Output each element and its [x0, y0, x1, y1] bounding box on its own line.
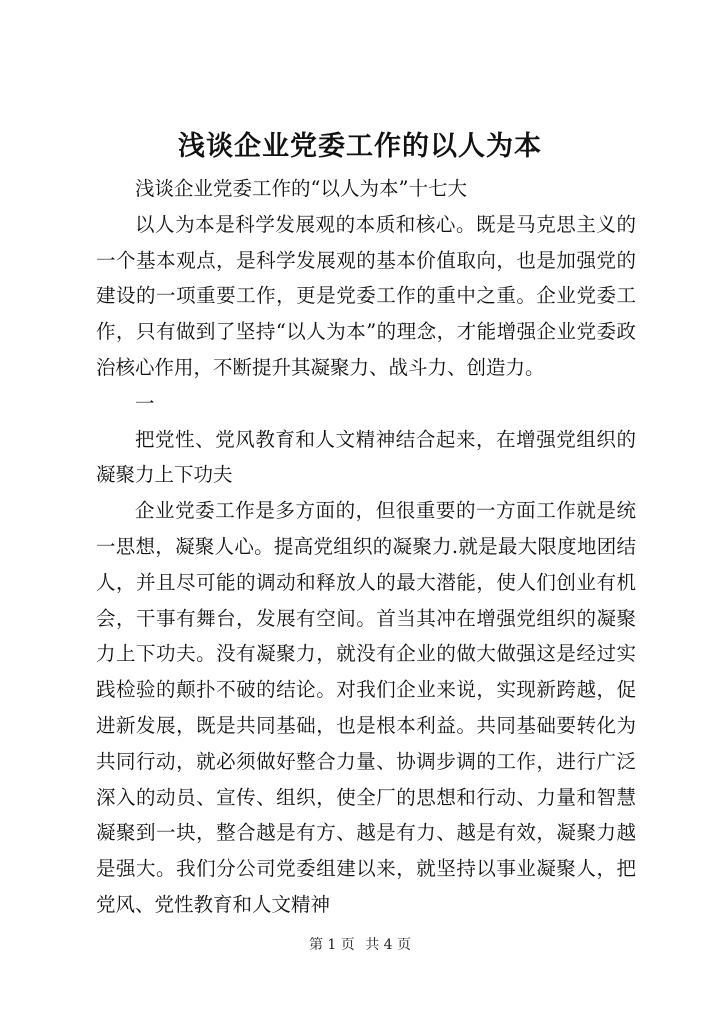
- document-body: [96, 171, 636, 923]
- section-heading: 把党性、党风教育和人文精神结合起来，在增强党组织的凝聚力上下功夫: [96, 427, 636, 487]
- body-paragraph: 企业党委工作是多方面的，但很重要的一方面工作就是统一思想，凝聚人心。提高党组织的凝聚力.就是最大限度地团结人，并且尽可能的调动和释放人的最大潜能，使人们创业有机会，干事有舞台，发展有空间。首当其冲在增强党组织的凝聚力上下功夫。没有凝聚力，就没有企业的做大做强这是经过实践检验的颠扑不破的结论。对我们企业来说，实现新跨越，促进新发展，既是共同基础，也是根本利益。共同基础要转化为共同行动，就必须做好整合力量、协调步调的工作，进行广泛深入的动员、宣传、组织，使全厂的思想和行动、力量和智慧凝聚到一块，整合越是有方、越是有力、越是有效，凝聚力越是强大。我们分公司党委组建以来，就坚持以事业凝聚人，把党风、党性教育和人文精神: [96, 499, 636, 916]
- page-footer: [0, 934, 720, 954]
- body-paragraph: 以人为本是科学发展观的本质和核心。既是马克思主义的一个基本观点，是科学发展观的基本价值取向，也是加强党的建设的一项重要工作，更是党委工作的重中之重。企业党委工作，只有做到了坚持“以人为本”的理念，才能增强企业党委政治核心作用，不断提升其凝聚力、战斗力、创造力。: [96, 212, 636, 379]
- page-total: 共 4 页: [365, 937, 412, 953]
- document-title: 浅谈企业党委工作的以人为本: [178, 131, 542, 162]
- subtitle-paragraph: 浅谈企业党委工作的“以人为本”十七大: [135, 177, 467, 200]
- section-number: 一: [135, 391, 155, 415]
- page-number: 第 1 页: [308, 937, 355, 953]
